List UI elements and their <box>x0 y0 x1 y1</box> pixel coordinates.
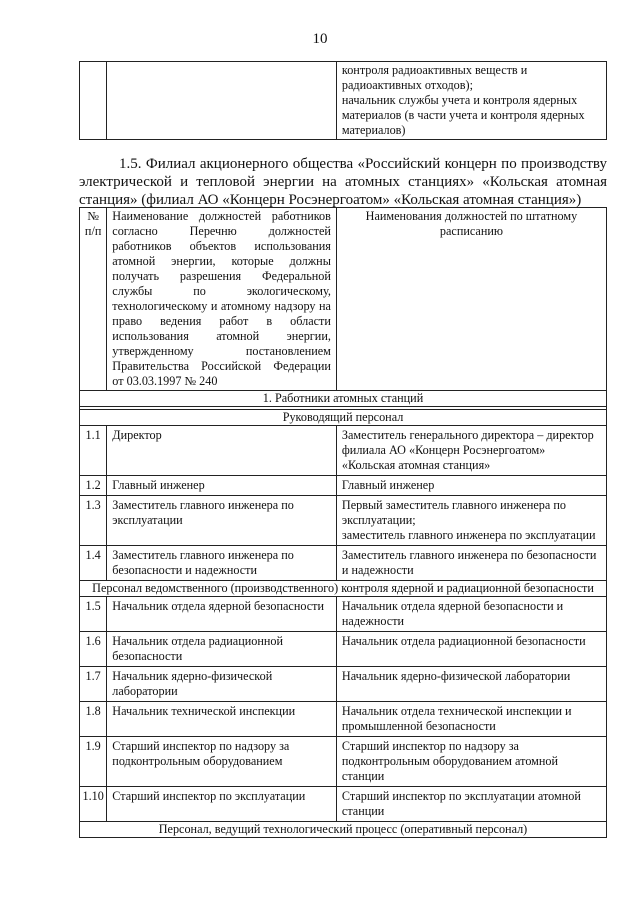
table-header-row <box>80 208 607 391</box>
subsection-row: Персонал ведомственного (производственного) контроля ядерной и радиационной безопасности <box>80 581 607 597</box>
continued-staff-cell <box>336 62 606 140</box>
row-position: Начальник отдела ядерной безопасности <box>107 597 337 632</box>
section-heading: 1.5. Филиал акционерного общества «Российский концерн по производству электрической и тепловой энергии на атомных станциях» «Кольская атомная станция» (филиал АО «Концерн Росэнергоатом» «Кольская атомная станция») <box>79 156 607 208</box>
table-row <box>80 632 607 667</box>
row-num: 1.5 <box>80 597 107 632</box>
row-staff: Заместитель главного инженера по безопасности и надежности <box>336 546 606 581</box>
table-row <box>80 496 607 546</box>
subsection-row: Руководящий персонал <box>80 410 607 426</box>
row-position: Заместитель главного инженера по безопасности и надежности <box>107 546 337 581</box>
row-position: Старший инспектор по эксплуатации <box>107 787 337 822</box>
table-row <box>80 702 607 737</box>
table-row <box>80 667 607 702</box>
row-position: Заместитель главного инженера по эксплуатации <box>107 496 337 546</box>
header-col2: Наименование должностей работников согласно Перечню должностей работников объектов использования атомной энергии, которые должны получать разрешения Федеральной службы по экологическому, технологическому и атомному надзору на право ведения работ в области использования атомной энергии, утвержденному постановлением Правительства Российской Федерации от 03.03.1997 № 240 <box>107 208 337 391</box>
empty-cell <box>80 62 107 140</box>
positions-table <box>79 207 607 838</box>
staff-line: контроля радиоактивных веществ и радиоактивных отходов); <box>341 63 528 92</box>
row-num: 1.3 <box>80 496 107 546</box>
row-position: Начальник технической инспекции <box>107 702 337 737</box>
row-staff: Начальник отдела ядерной безопасности и надежности <box>336 597 606 632</box>
table-row <box>80 737 607 787</box>
row-num: 1.1 <box>80 426 107 476</box>
row-num: 1.6 <box>80 632 107 667</box>
row-num: 1.8 <box>80 702 107 737</box>
row-num: 1.9 <box>80 737 107 787</box>
row-staff: Главный инженер <box>336 476 606 496</box>
row-position: Начальник ядерно-физической лаборатории <box>107 667 337 702</box>
subsection-row: Персонал, ведущий технологический процесс (оперативный персонал) <box>80 822 607 838</box>
row-staff: Начальник ядерно-физической лаборатории <box>336 667 606 702</box>
row-staff: Начальник отдела технической инспекции и промышленной безопасности <box>336 702 606 737</box>
header-col3: Наименования должностей по штатному расписанию <box>336 208 606 391</box>
table-row <box>80 426 607 476</box>
row-num: 1.2 <box>80 476 107 496</box>
header-num: № п/п <box>80 208 107 391</box>
row-position: Директор <box>107 426 337 476</box>
row-staff: Старший инспектор по эксплуатации атомной станции <box>336 787 606 822</box>
row-position: Старший инспектор по надзору за подконтрольным оборудованием <box>107 737 337 787</box>
staff-line: начальник службы учета и контроля ядерных материалов (в части учета и контроля ядерных материалов) <box>341 93 585 137</box>
empty-cell <box>107 62 337 140</box>
row-num: 1.7 <box>80 667 107 702</box>
table-row <box>80 546 607 581</box>
row-num: 1.4 <box>80 546 107 581</box>
row-position: Главный инженер <box>107 476 337 496</box>
section-row: 1. Работники атомных станций <box>80 391 607 407</box>
table-row <box>80 476 607 496</box>
table-row <box>80 597 607 632</box>
continued-table <box>79 61 607 140</box>
row-staff: Начальник отдела радиационной безопасности <box>336 632 606 667</box>
page-number: 10 <box>312 31 328 47</box>
row-staff: Старший инспектор по надзору за подконтрольным оборудованием атомной станции <box>336 737 606 787</box>
row-position: Начальник отдела радиационной безопасности <box>107 632 337 667</box>
row-staff: Первый заместитель главного инженера по эксплуатации; заместитель главного инженера по эксплуатации <box>336 496 606 546</box>
row-staff: Заместитель генерального директора – директор филиала АО «Концерн Росэнергоатом» «Кольская атомная станция» <box>336 426 606 476</box>
table-row <box>80 787 607 822</box>
row-num: 1.10 <box>80 787 107 822</box>
